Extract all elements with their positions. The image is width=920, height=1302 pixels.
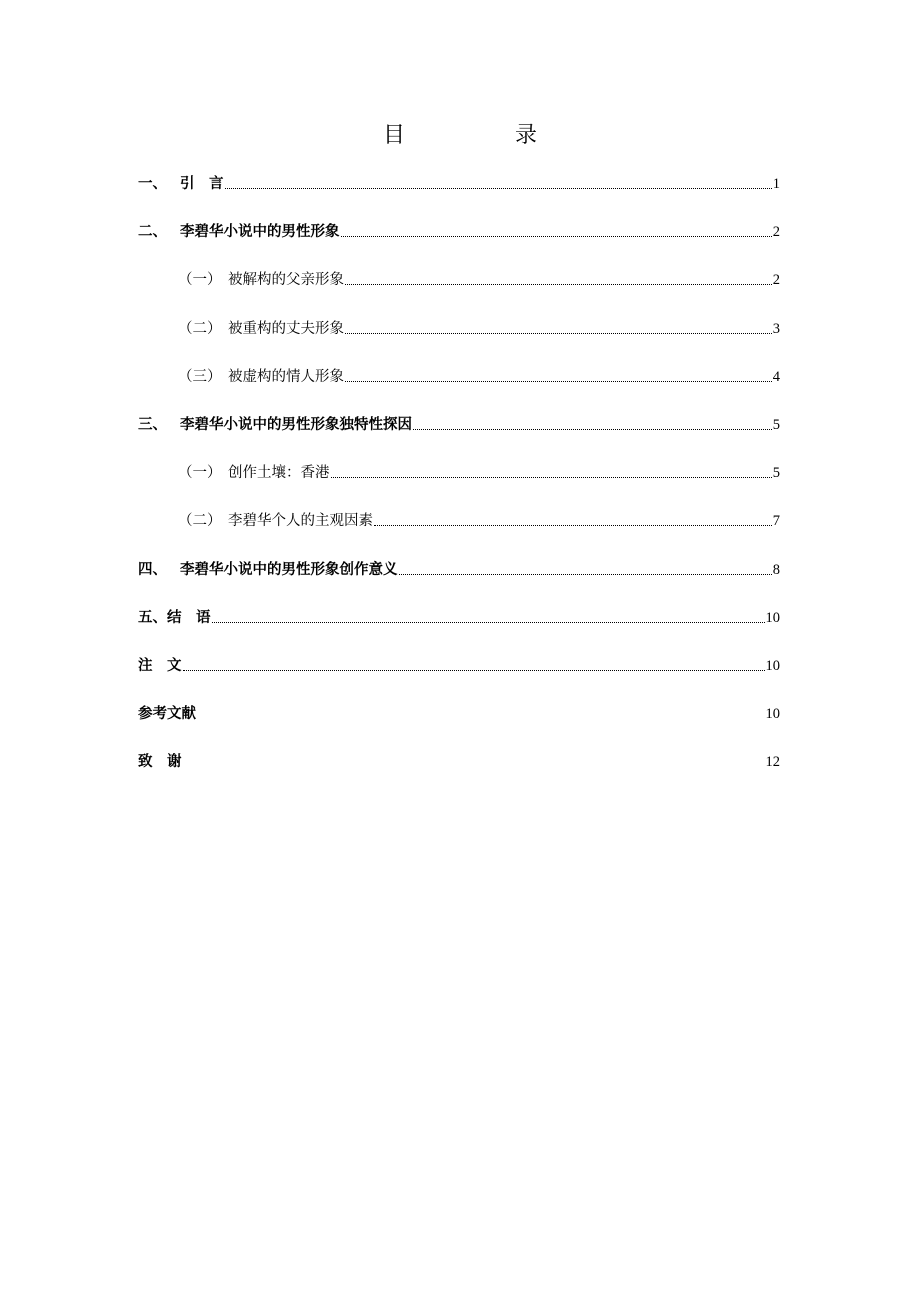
- toc-page-number: 12: [765, 754, 780, 771]
- toc-entry-number: （一）: [178, 465, 222, 482]
- toc-entry-acknowledgements[interactable]: [138, 750, 780, 798]
- toc-entry-number: （二）: [178, 513, 222, 530]
- toc-entry-significance[interactable]: [138, 558, 780, 606]
- toc-page-number: 1: [772, 176, 780, 192]
- toc-entry-title: 李碧华小说中的男性形象: [180, 224, 340, 241]
- toc-entry-title: 引 言: [180, 176, 224, 192]
- toc-page-number: 5: [772, 416, 780, 433]
- toc-entry-number: （二）: [178, 320, 222, 337]
- toc-leader-dots: [399, 558, 772, 575]
- toc-entry-title: 被解构的父亲形象: [228, 272, 344, 289]
- toc-entry-title: 被虚构的情人形象: [228, 368, 344, 385]
- toc-entry-title: 被重构的丈夫形象: [228, 320, 344, 337]
- toc-entry-label: [138, 702, 196, 726]
- toc-leader-dots: [331, 461, 772, 478]
- toc-page-number: 5: [772, 465, 780, 482]
- toc-page-number: 4: [772, 368, 780, 385]
- toc-entry-title: 李碧华个人的主观因素: [228, 513, 373, 530]
- toc-entry-number: （三）: [178, 368, 222, 385]
- toc-leader-dots: [225, 172, 772, 189]
- toc-entry-number: 三、: [138, 416, 167, 433]
- toc-entry-number: 一、: [138, 176, 167, 192]
- toc-page-number: 10: [765, 657, 780, 674]
- toc-leader-dots: [345, 365, 772, 382]
- toc-leader-dots: [341, 220, 772, 237]
- toc-entry-label: [138, 220, 340, 244]
- toc-entry-title: 李碧华小说中的男性形象独特性探因: [180, 416, 412, 433]
- toc-entry-uniqueness[interactable]: [138, 413, 780, 461]
- toc-page-number: 8: [772, 561, 780, 578]
- toc-page-number: 10: [765, 609, 780, 626]
- toc-entry-number: （一）: [178, 272, 222, 289]
- toc-entry-male-images[interactable]: [138, 220, 780, 268]
- toc-entry-title: 创作土壤：香港: [228, 465, 330, 482]
- toc-entry-label: [138, 750, 182, 774]
- toc-page-number: 7: [772, 513, 780, 530]
- toc-entry-title: 注 文: [138, 657, 182, 674]
- toc-entry-label: [138, 654, 182, 678]
- toc-leader-dots: [212, 606, 765, 623]
- toc-leader-dots: [413, 413, 772, 430]
- toc-subentry-father[interactable]: [138, 268, 780, 316]
- toc-leader-dots: [374, 509, 772, 526]
- toc-entry-notes[interactable]: [138, 654, 780, 702]
- toc-page-number: 10: [765, 706, 780, 723]
- toc-leader-space: [197, 702, 765, 718]
- toc-entry-title: 李碧华小说中的男性形象创作意义: [180, 561, 398, 578]
- toc-page-number: 3: [772, 320, 780, 337]
- toc-entry-title: 五、结 语: [138, 609, 211, 626]
- toc-subentry-hong-kong[interactable]: [138, 461, 780, 509]
- toc-entry-label: [178, 317, 344, 341]
- toc-leader-dots: [345, 317, 772, 334]
- toc-leader-dots: [183, 654, 765, 671]
- toc-leader-dots: [345, 268, 772, 285]
- toc-entry-introduction[interactable]: [138, 172, 780, 220]
- page-title: 目 录: [382, 123, 581, 148]
- toc-entry-label: [138, 413, 412, 437]
- toc-entry-conclusion[interactable]: [138, 606, 780, 654]
- toc-entry-label: [138, 558, 398, 582]
- toc-entry-number: 四、: [138, 561, 167, 578]
- toc-entry-title: 参考文献: [138, 706, 196, 723]
- toc-entry-number: 二、: [138, 224, 167, 241]
- toc-entry-label: [138, 606, 211, 630]
- toc-subentry-husband[interactable]: [138, 317, 780, 365]
- table-of-contents: [138, 172, 780, 798]
- toc-entry-label: [178, 365, 344, 389]
- toc-page-number: 2: [772, 272, 780, 289]
- toc-subentry-lover[interactable]: [138, 365, 780, 413]
- toc-subentry-personal-factors[interactable]: [138, 509, 780, 557]
- toc-entry-label: [138, 172, 224, 196]
- toc-entry-label: [178, 509, 373, 533]
- toc-entry-label: [178, 268, 344, 292]
- toc-leader-space: [183, 750, 765, 766]
- toc-entry-references[interactable]: [138, 702, 780, 750]
- toc-entry-label: [178, 461, 330, 485]
- toc-page-number: 2: [772, 224, 780, 241]
- toc-entry-title: 致 谢: [138, 754, 182, 771]
